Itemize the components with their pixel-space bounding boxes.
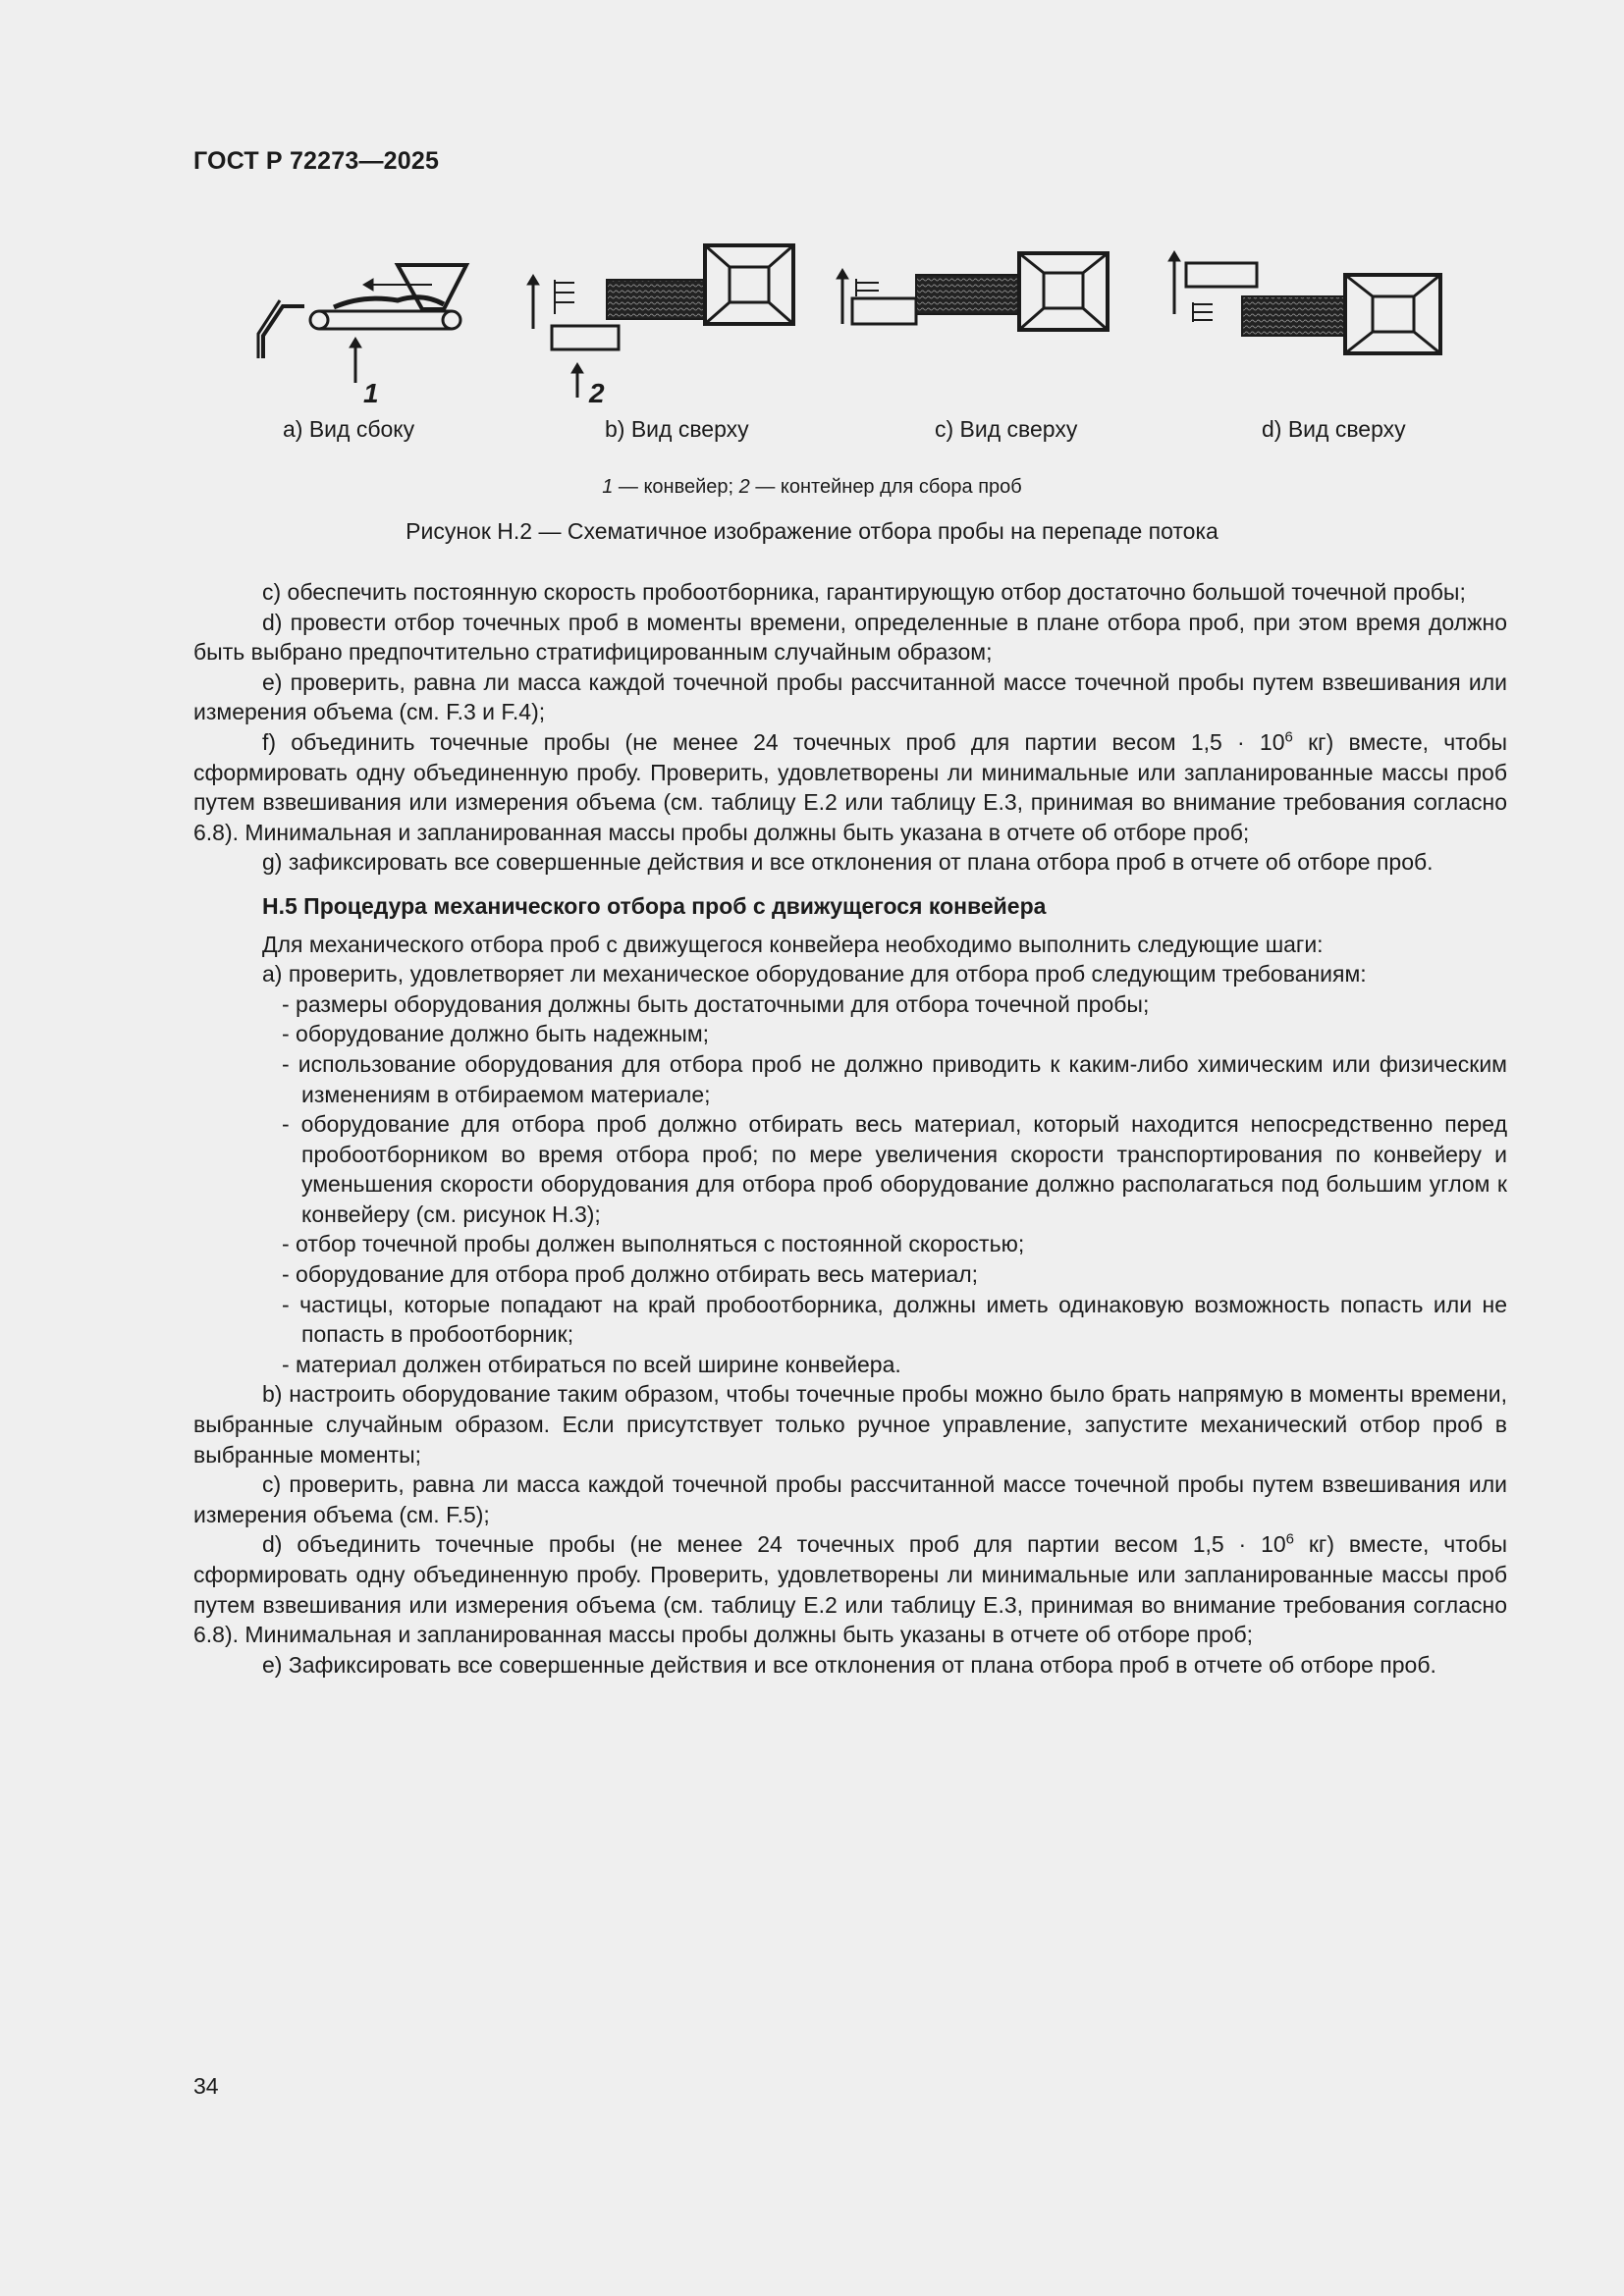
legend-text-2: — контейнер для сбора проб xyxy=(749,476,1022,498)
callout-1: 1 xyxy=(363,378,379,408)
figure-sublabel-a: а) Вид сбоку xyxy=(283,416,415,442)
figure-panel-c xyxy=(837,253,1108,330)
list-item-d: d) провести отбор точечных проб в моменты времени, определенные в плане отбора проб, при этом время должно быть выбрано предпочтительно стратифицированным случайным образом; xyxy=(193,609,1507,666)
dash-item: - частицы, которые попадают на край пробоотборника, должны иметь одинаковую возможность попасть или не попасть в пробоотборник; xyxy=(282,1291,1507,1348)
dash-item: - оборудование должно быть надежным; xyxy=(282,1021,710,1047)
document-header: ГОСТ Р 72273—2025 xyxy=(193,147,440,175)
list-item-f-part2: кг) вместе, чтобы сформировать одну объединенную пробу. Проверить, удовлетворены ли минимальные или запланированные массы проб путем взвешивания или измерения объема (см. таблицу Е.2 или таблицу Е.3, принимая во внимание требования согласно 6.8). Минимальная и запланированная массы пробы должны быть указана в отчете об отборе проб; xyxy=(193,728,1508,845)
section-intro: Для механического отбора проб с движущегося конвейера необходимо выполнить следующие шаги: xyxy=(262,931,1324,957)
list-item-c: с) обеспечить постоянную скорость пробоотборника, гарантирующую отбор достаточно большой точечной пробы; xyxy=(262,579,1466,605)
dash-item: - использование оборудования для отбора проб не должно приводить к каким-либо химическим или физическим изменениям в отбираемом материале; xyxy=(282,1050,1507,1107)
figure-sublabel-c: с) Вид сверху xyxy=(935,416,1078,442)
dash-item: - оборудование для отбора проб должно отбирать весь материал, который находится непосредственно перед пробоотборником во время отбора проб; по мере увеличения скорости транспортирования по конвейеру и уменьшения скорости оборудования для отбора проб оборудование должно располагаться под большим углом к конвейеру (см. рисунок Н.3); xyxy=(282,1111,1507,1227)
list-item-f-part1: f) объединить точечные пробы (не менее 24 точечных проб для партии весом 1,5 · 10 xyxy=(262,728,1285,755)
figure-sublabel-b: b) Вид сверху xyxy=(605,416,749,442)
figure-flow-sampling xyxy=(226,236,1463,422)
list-item-e2: е) Зафиксировать все совершенные действия и все отклонения от плана отбора проб в отчете об отборе проб. xyxy=(262,1651,1436,1678)
figure-panel-d xyxy=(1168,251,1440,353)
dash-item: - оборудование для отбора проб должно отбирать весь материал; xyxy=(282,1261,979,1288)
figure-panel-b xyxy=(527,245,793,398)
figure-caption: Рисунок Н.2 — Схематичное изображение отбора пробы на перепаде потока xyxy=(406,518,1218,544)
legend-num-2: 2 xyxy=(738,476,750,498)
figure-panel-a xyxy=(258,265,466,383)
legend-num-1: 1 xyxy=(602,476,614,498)
document-body xyxy=(193,577,1507,1680)
callout-2: 2 xyxy=(589,378,605,408)
list-item-a: а) проверить, удовлетворяет ли механическое оборудование для отбора проб следующим требованиям: xyxy=(262,961,1367,988)
figure-legend xyxy=(0,476,1624,499)
list-item-c2: с) проверить, равна ли масса каждой точечной пробы рассчитанной массе точечной пробы путем взвешивания или измерения объема (см. F.5); xyxy=(193,1471,1507,1527)
list-item-f xyxy=(193,727,1507,847)
list-item-b: b) настроить оборудование таким образом, чтобы точечные пробы можно было брать напрямую в моменты времени, выбранные случайным образом. Если присутствует только ручное управление, запустите механический отбор проб в выбранные моменты; xyxy=(193,1381,1507,1468)
dash-item: - материал должен отбираться по всей ширине конвейера. xyxy=(282,1351,901,1377)
list-item-f-exponent: 6 xyxy=(1284,728,1293,746)
dash-item: - размеры оборудования должны быть достаточными для отбора точечной пробы; xyxy=(282,990,1150,1017)
list-item-d2-exponent: 6 xyxy=(1285,1530,1294,1548)
list-item-d2-part2: кг) вместе, чтобы сформировать одну объединенную пробу. Проверить, удовлетворены ли минимальные или запланированные массы проб путем взвешивания или измерения объема (см. таблицу Е.2 или таблицу Е.3, принимая во внимание требования согласно 6.8). Минимальная и запланированная массы пробы должны быть указаны в отчете об отборе проб; xyxy=(193,1531,1507,1648)
list-item-d2 xyxy=(193,1529,1507,1649)
legend-text-1: — конвейер; xyxy=(613,476,739,498)
dash-item: - отбор точечной пробы должен выполняться с постоянной скоростью; xyxy=(282,1231,1025,1257)
list-item-e: е) проверить, равна ли масса каждой точечной пробы рассчитанной массе точечной пробы путем взвешивания или измерения объема (см. F.3 и F.4); xyxy=(193,668,1507,725)
list-item-d2-part1: d) объединить точечные пробы (не менее 24 точечных проб для партии весом 1,5 · 10 xyxy=(262,1531,1286,1558)
section-heading-h5: Н.5 Процедура механического отбора проб с движущегося конвейера xyxy=(262,892,1047,919)
list-item-g: g) зафиксировать все совершенные действия и все отклонения от плана отбора проб в отчете об отборе проб. xyxy=(262,849,1434,876)
figure-sublabel-d: d) Вид сверху xyxy=(1262,416,1406,442)
page-number: 34 xyxy=(193,2073,219,2099)
